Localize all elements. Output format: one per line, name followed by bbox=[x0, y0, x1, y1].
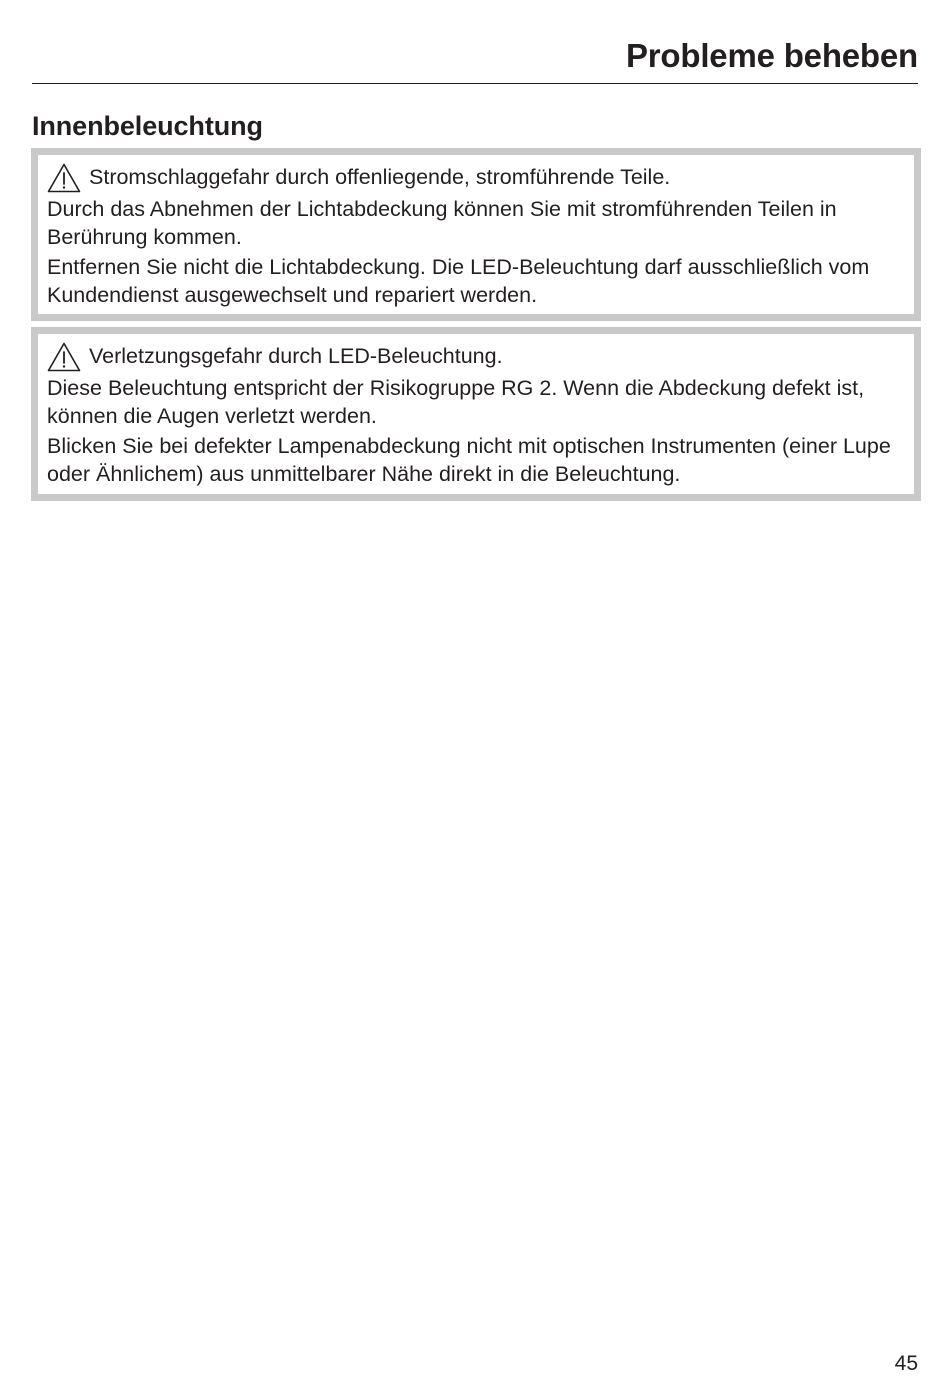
warning-paragraph: Blicken Sie bei defekter Lampenabdeckung nicht mit optischen Instrumenten (einer Lupe oder Ähnlichem) aus unmittelbarer Nähe direkt in die Beleuchtung. bbox=[47, 434, 891, 486]
warning-heading bbox=[47, 163, 905, 193]
warning-heading-text: Stromschlaggefahr durch offenliegende, stromführende Teile. bbox=[89, 165, 671, 190]
warning-paragraph: Diese Beleuchtung entspricht der Risikogruppe RG 2. Wenn die Abdeckung defekt ist, können die Augen verletzt werden. bbox=[47, 376, 865, 428]
warning-box-led-injury bbox=[31, 327, 921, 501]
page-header bbox=[32, 36, 918, 84]
page-header-title: Probleme beheben bbox=[625, 37, 918, 74]
warning-triangle-icon bbox=[47, 342, 81, 372]
warning-heading-text: Verletzungsgefahr durch LED-Beleuchtung. bbox=[89, 344, 503, 369]
warning-paragraph: Durch das Abnehmen der Lichtabdeckung können Sie mit stromführenden Teilen in Berührung kommen. bbox=[47, 197, 837, 249]
page-number: 45 bbox=[894, 1352, 918, 1375]
warning-heading bbox=[47, 342, 905, 372]
warning-paragraph: Entfernen Sie nicht die Lichtabdeckung. Die LED-Beleuchtung darf ausschließlich vom Kundendienst ausgewechselt und repariert werden. bbox=[47, 255, 870, 307]
warning-box-electric-shock bbox=[31, 148, 921, 321]
warning-triangle-icon bbox=[47, 163, 81, 193]
section-title: Innenbeleuchtung bbox=[32, 111, 263, 141]
